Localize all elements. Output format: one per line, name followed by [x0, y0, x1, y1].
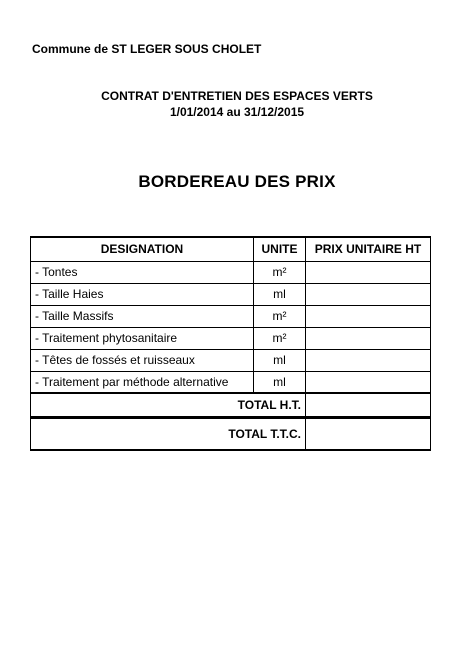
contract-period: 1/01/2014 au 31/12/2015	[169, 105, 305, 119]
cell-prix	[306, 371, 431, 393]
total-ttc-value	[306, 418, 431, 450]
table-header-row	[31, 237, 431, 261]
column-header-designation: DESIGNATION	[31, 237, 254, 261]
column-header-prix: PRIX UNITAIRE HT	[306, 237, 431, 261]
cell-designation: - Tontes	[31, 261, 254, 283]
contract-title: CONTRAT D'ENTRETIEN DES ESPACES VERTS	[101, 89, 373, 103]
total-ht-label: TOTAL H.T.	[31, 393, 306, 416]
cell-designation: - Têtes de fossés et ruisseaux	[31, 349, 254, 371]
cell-prix	[306, 349, 431, 371]
cell-unite: m²	[254, 305, 306, 327]
table-row	[31, 283, 431, 305]
document-title: BORDEREAU DES PRIX	[138, 172, 336, 191]
cell-unite: ml	[254, 371, 306, 393]
table-row	[31, 261, 431, 283]
cell-unite: ml	[254, 283, 306, 305]
column-header-unite: UNITE	[254, 237, 306, 261]
total-ht-row	[31, 393, 431, 416]
cell-prix	[306, 305, 431, 327]
cell-unite: m²	[254, 261, 306, 283]
table-row	[31, 327, 431, 349]
total-ttc-label: TOTAL T.T.C.	[31, 418, 306, 450]
table-row	[31, 305, 431, 327]
commune-name: Commune de ST LEGER SOUS CHOLET	[32, 42, 262, 56]
table-row	[31, 371, 431, 393]
cell-designation: - Taille Haies	[31, 283, 254, 305]
cell-prix	[306, 261, 431, 283]
total-ttc-row	[31, 418, 431, 450]
cell-unite: m²	[254, 327, 306, 349]
cell-designation: - Traitement phytosanitaire	[31, 327, 254, 349]
cell-prix	[306, 283, 431, 305]
cell-unite: ml	[254, 349, 306, 371]
cell-designation: - Traitement par méthode alternative	[31, 371, 254, 393]
table-row	[31, 349, 431, 371]
cell-prix	[306, 327, 431, 349]
cell-designation: - Taille Massifs	[31, 305, 254, 327]
contract-header	[0, 88, 474, 120]
price-table	[30, 236, 431, 451]
total-ht-value	[306, 393, 431, 416]
